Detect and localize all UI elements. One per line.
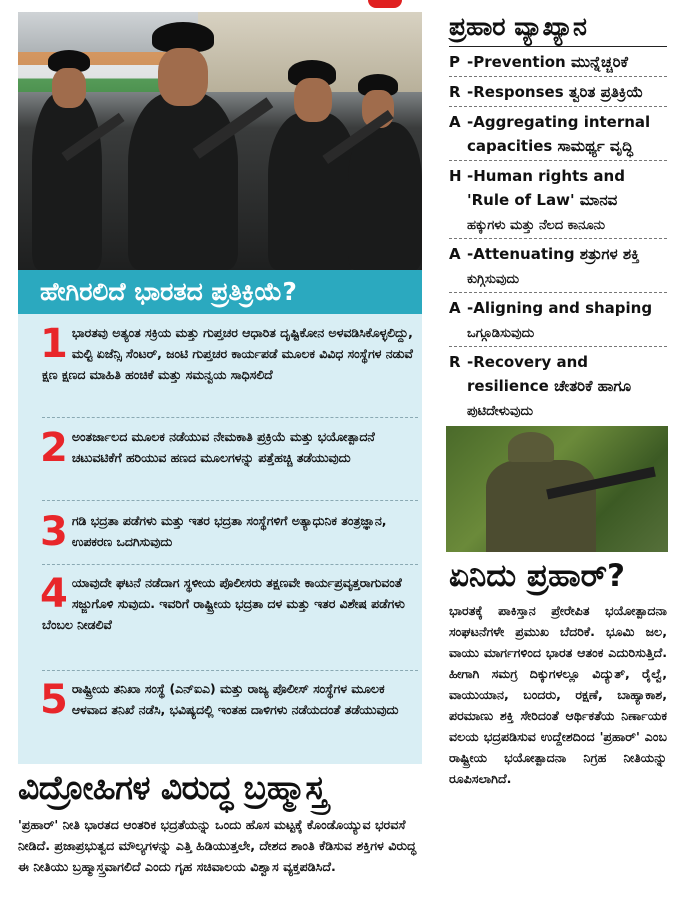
point-number: 1 [40, 321, 68, 367]
point-number: 2 [40, 425, 68, 471]
divider [42, 417, 418, 418]
divider [449, 346, 667, 347]
definition-item: H -Human rights and 'Rule of Law' ಮಾನವ ಹಕ್ಕುಗಳು ಮತ್ತು ನೆಲದ ಕಾನೂನು [449, 167, 625, 233]
divider [42, 670, 418, 671]
sidebar-title: ಪ್ರಹಾರ ವ್ಯಾಖ್ಯಾನ [449, 12, 587, 41]
definition-item: A -Aggregating internal capacities ಸಾಮರ್ಥ್ಯ ವೃದ್ಧಿ [449, 113, 651, 155]
point-number: 4 [40, 571, 68, 617]
divider [42, 500, 418, 501]
sidebar-headline: ಏನಿದು ಪ್ರಹಾರ್? [449, 558, 625, 594]
soldier-with-rifle-photo [446, 426, 668, 552]
soldiers-marching-photo [18, 12, 422, 270]
divider [42, 564, 418, 565]
title-rule [449, 46, 667, 47]
sidebar-body-text: ಭಾರತಕ್ಕೆ ಪಾಕಿಸ್ತಾನ ಪ್ರೇರೇಪಿತ ಭಯೋತ್ಪಾದನಾ ಸಂಘಟನೆಗಳೇ ಪ್ರಮುಖ ಬೆದರಿಕೆ. ಭೂಮಿ ಜಲ, ವಾಯು ಮಾರ್ಗಗಳಿಂದ ಭಾರತ ಆತಂಕ ಎದುರಿಸುತ್ತಿದೆ. ಹೀಗಾಗಿ ಸಮಗ್ರ ದಿಕ್ಕುಗಳಲ್ಲೂ ವಿದ್ಯುತ್, ರೈಲ್ವೆ, ವಾಯುಯಾನ, ಬಂದರು, ರಕ್ಷಣೆ, ಬಾಹ್ಯಾಕಾಶ, ಪರಮಾಣು ಶಕ್ತಿ ಸೇರಿದಂತೆ ಆರ್ಥಿಕತೆಯ ನಿರ್ಣಾಯಕ ವಲಯ ಭದ್ರಪಡಿಸುವ ಉದ್ದೇಶದಿಂದ 'ಪ್ರಹಾರ್' ಎಂಬ ರಾಷ್ಟ್ರೀಯ ಭಯೋತ್ಪಾದನಾ ನಿಗ್ರಹ ನೀತಿಯನ್ನು ರೂಪಿಸಲಾಗಿದೆ. [449, 603, 667, 786]
point-text: ರಾಷ್ಟ್ರೀಯ ತನಿಖಾ ಸಂಸ್ಥೆ (ಎನ್‌ಐಎ) ಮತ್ತು ರಾಜ್ಯ ಪೊಲೀಸ್ ಸಂಸ್ಥೆಗಳ ಮೂಲಕ ಆಳವಾದ ತನಿಖೆ ನಡೆಸಿ, ಭವಿಷ್ಯದಲ್ಲಿ ಇಂತಹ ದಾಳಿಗಳು ನಡೆಯದಂತೆ ತಡೆಯುವುದು [71, 681, 399, 717]
point-item [42, 322, 414, 385]
point-item [40, 509, 414, 555]
definition-item: R -Responses ತ್ವರಿತ ಪ್ರತಿಕ್ರಿಯೆ [449, 83, 644, 101]
section-heading: ಹೇಗಿರಲಿದೆ ಭಾರತದ ಪ್ರತಿಕ್ರಿಯೆ? [18, 270, 422, 314]
divider [449, 106, 667, 107]
point-number: 5 [40, 677, 68, 723]
point-number: 3 [40, 509, 68, 555]
definition-item: A -Attenuating ಶತ್ರುಗಳ ಶಕ್ತಿ ಕುಗ್ಗಿಸುವುದು [449, 245, 640, 287]
point-text: ಗಡಿ ಭದ್ರತಾ ಪಡೆಗಳು ಮತ್ತು ಇತರ ಭದ್ರತಾ ಸಂಸ್ಥೆಗಳಿಗೆ ಅತ್ಯಾಧುನಿಕ ತಂತ್ರಜ್ಞಾನ, ಉಪಕರಣ ಒದಗಿಸುವುದು [71, 513, 387, 549]
point-item [40, 425, 414, 471]
point-text: ಭಾರತವು ಅತ್ಯಂತ ಸಕ್ರಿಯ ಮತ್ತು ಗುಪ್ತಚರ ಆಧಾರಿತ ದೃಷ್ಟಿಕೋನ ಅಳವಡಿಸಿಕೊಳ್ಳಲಿದ್ದು, ಮಲ್ಟಿ ಏಜೆನ್ಸಿ ಸೆಂಟರ್, ಜಂಟಿ ಗುಪ್ತಚರ ಕಾರ್ಯಪಡೆ ಮೂಲಕ ವಿವಿಧ ಸಂಸ್ಥೆಗಳ ನಡುವೆ ಕ್ಷಣ ಕ್ಷಣದ ಮಾಹಿತಿ ಹಂಚಿಕೆ ಮತ್ತು ಸಮನ್ವಯ ಸಾಧಿಸಲಿದೆ [42, 325, 413, 382]
top-strip [0, 0, 684, 6]
divider [449, 238, 667, 239]
main-headline: ವಿದ್ರೋಹಿಗಳ ವಿರುದ್ಧ ಬ್ರಹ್ಮಾಸ್ತ್ರ [18, 768, 327, 807]
main-body-text: 'ಪ್ರಹಾರ್' ನೀತಿ ಭಾರತದ ಆಂತರಿಕ ಭದ್ರತೆಯನ್ನು ಒಂದು ಹೊಸ ಮಟ್ಟಕ್ಕೆ ಕೊಂಡೊಯ್ಯುವ ಭರವಸೆ ನೀಡಿದೆ. ಪ್ರಜಾಪ್ರಭುತ್ವದ ಮೌಲ್ಯಗಳನ್ನು ಎತ್ತಿ ಹಿಡಿಯುತ್ತಲೇ, ದೇಶದ ಶಾಂತಿ ಕೆಡಿಸುವ ಶಕ್ತಿಗಳ ವಿರುದ್ಧ ಈ ನೀತಿಯು ಬ್ರಹ್ಮಾಸ್ತ್ರವಾಗಲಿದೆ ಎಂದು ಗೃಹ ಸಚಿವಾಲಯ ವಿಶ್ವಾಸ ವ್ಯಕ್ತಪಡಿಸಿದೆ. [18, 817, 417, 874]
point-item [40, 677, 414, 723]
top-red-accent [368, 0, 402, 8]
divider [449, 160, 667, 161]
definition-item: R -Recovery and resilience ಚೇತರಿಕೆ ಹಾಗೂ ಪುಟಿದೇಳುವುದು [449, 353, 632, 419]
definition-item: P -Prevention ಮುನ್ನೆಚ್ಚರಿಕೆ [449, 53, 628, 71]
points-panel [18, 314, 422, 764]
point-item [42, 572, 414, 635]
divider [449, 76, 667, 77]
point-text: ಯಾವುದೇ ಘಟನೆ ನಡೆದಾಗ ಸ್ಥಳೀಯ ಪೊಲೀಸರು ತಕ್ಷಣವೇ ಕಾರ್ಯಪ್ರವೃತ್ತರಾಗುವಂತೆ ಸಜ್ಜುಗೊಳಿ ಸುವುದು. ಇವರಿಗೆ ರಾಷ್ಟ್ರೀಯ ಭದ್ರತಾ ದಳ ಮತ್ತು ಇತರ ವಿಶೇಷ ಪಡೆಗಳು ಬೆಂಬಲ ನೀಡಲಿವೆ [42, 575, 405, 632]
point-text: ಅಂತರ್ಜಾಲದ ಮೂಲಕ ನಡೆಯುವ ನೇಮಕಾತಿ ಪ್ರಕ್ರಿಯೆ ಮತ್ತು ಭಯೋತ್ಪಾದನೆ ಚಟುವಟಿಕೆಗೆ ಹರಿಯುವ ಹಣದ ಮೂಲಗಳನ್ನು ಪತ್ತೆಹಚ್ಚಿ ತಡೆಯುವುದು [71, 429, 375, 465]
definition-item: A -Aligning and shaping ಒಗ್ಗೂಡಿಸುವುದು [449, 299, 653, 341]
divider [449, 292, 667, 293]
